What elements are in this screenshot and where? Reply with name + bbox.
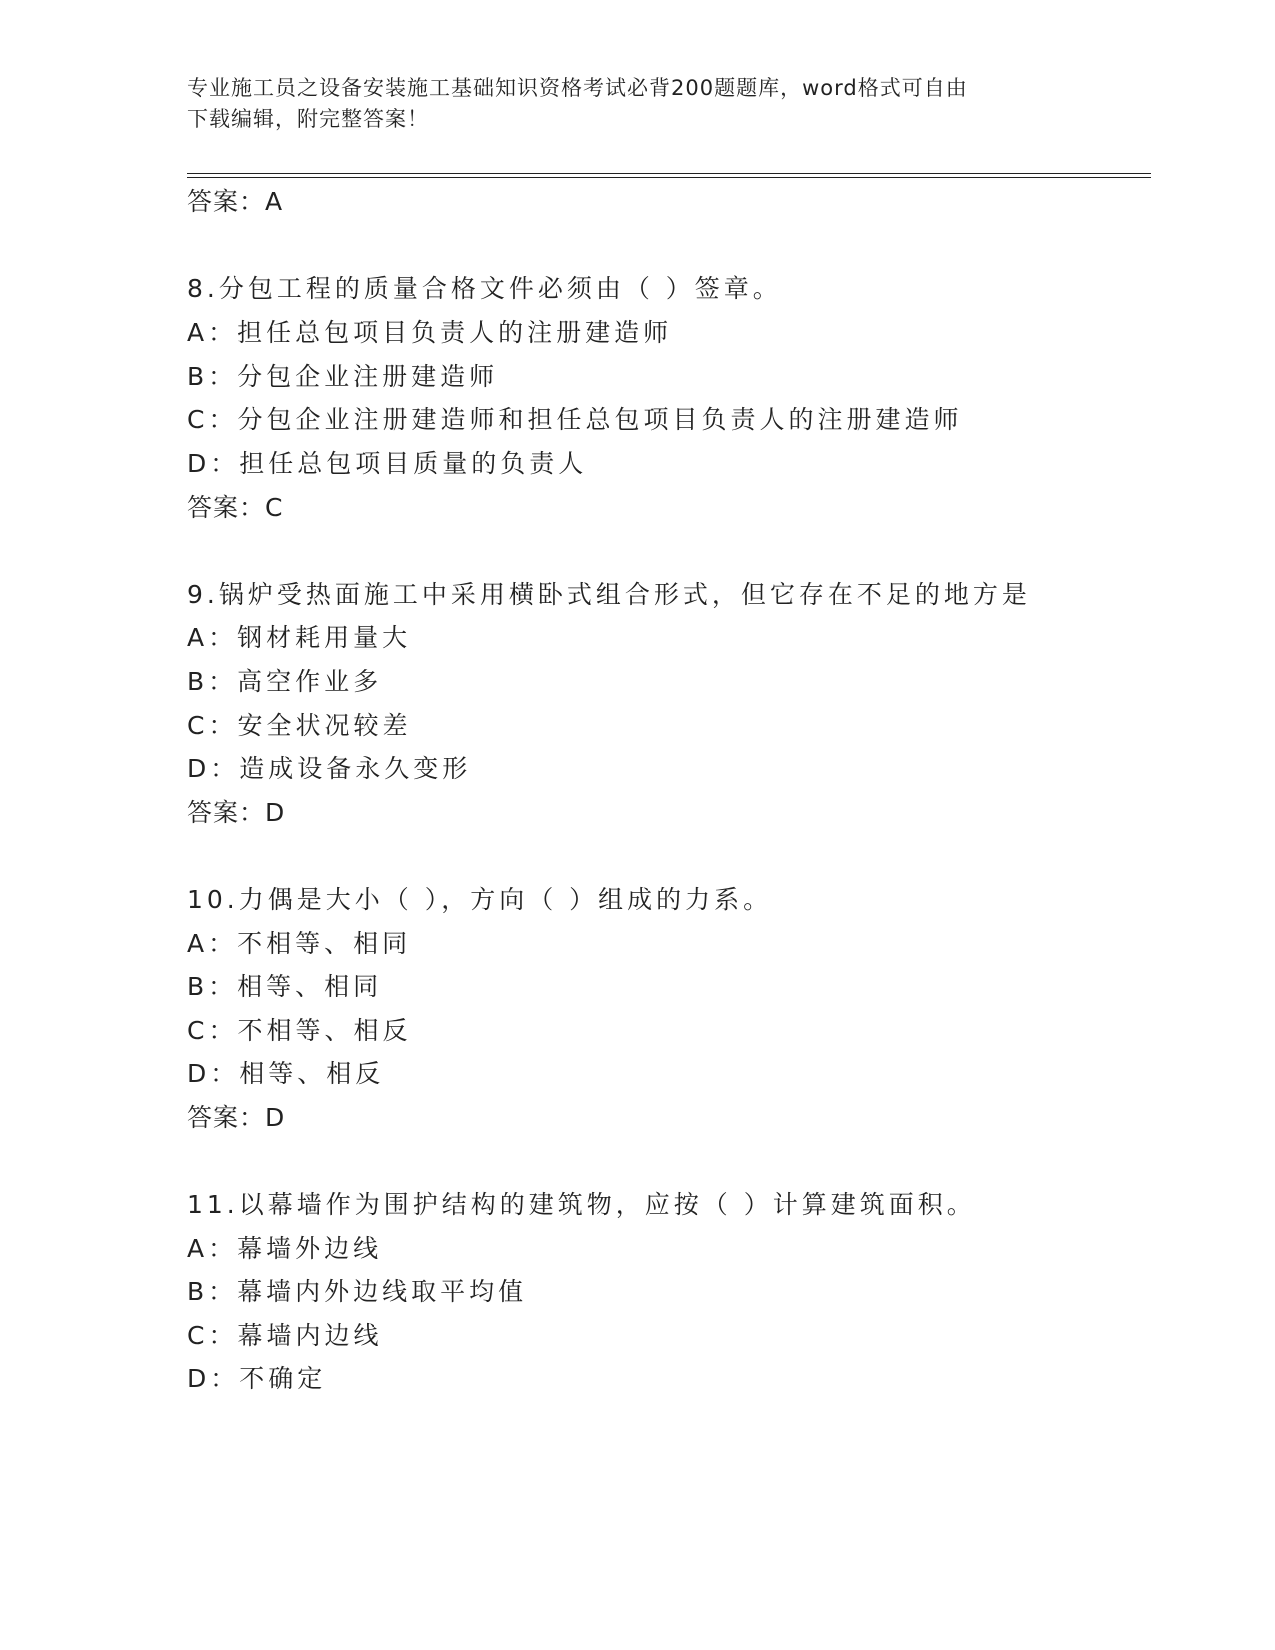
answer-previous: 答案：A [187, 187, 284, 216]
question-10-option-b: B：相等、相同 [187, 972, 383, 1001]
header-text-line-2: 下载编辑，附完整答案！ [187, 107, 429, 131]
question-9-option-a: A：钢材耗用量大 [187, 623, 412, 652]
header-divider-bottom [187, 177, 1151, 178]
question-11-option-b: B：幕墙内外边线取平均值 [187, 1277, 528, 1306]
question-9-option-b: B：高空作业多 [187, 667, 383, 696]
question-9-option-c: C：安全状况较差 [187, 711, 412, 740]
question-11-option-d: D：不确定 [187, 1364, 327, 1393]
question-8-option-d: D：担任总包项目质量的负责人 [187, 449, 588, 478]
question-11-stem: 11.以幕墙作为围护结构的建筑物，应按（ ）计算建筑面积。 [187, 1190, 976, 1219]
question-8-answer: 答案：C [187, 493, 284, 522]
question-10-option-d: D：相等、相反 [187, 1059, 385, 1088]
question-11-option-a: A：幕墙外边线 [187, 1234, 383, 1263]
question-8-option-c: C：分包企业注册建造师和担任总包项目负责人的注册建造师 [187, 405, 963, 434]
question-8-stem: 8.分包工程的质量合格文件必须由（ ）签章。 [187, 274, 782, 303]
question-10-option-a: A：不相等、相同 [187, 929, 412, 958]
question-11-option-c: C：幕墙内边线 [187, 1321, 383, 1350]
question-8-option-b: B：分包企业注册建造师 [187, 362, 499, 391]
question-9-option-d: D：造成设备永久变形 [187, 754, 472, 783]
header-divider-top [187, 173, 1151, 174]
question-9-stem: 9.锅炉受热面施工中采用横卧式组合形式，但它存在不足的地方是 [187, 580, 1031, 609]
header-text-line-1: 专业施工员之设备安装施工基础知识资格考试必背200题题库，word格式可自由 [187, 76, 968, 100]
question-10-stem: 10.力偶是大小（ ），方向（ ）组成的力系。 [187, 885, 773, 914]
question-8-option-a: A：担任总包项目负责人的注册建造师 [187, 318, 673, 347]
question-10-answer: 答案：D [187, 1103, 286, 1132]
question-9-answer: 答案：D [187, 798, 286, 827]
question-10-option-c: C：不相等、相反 [187, 1016, 412, 1045]
